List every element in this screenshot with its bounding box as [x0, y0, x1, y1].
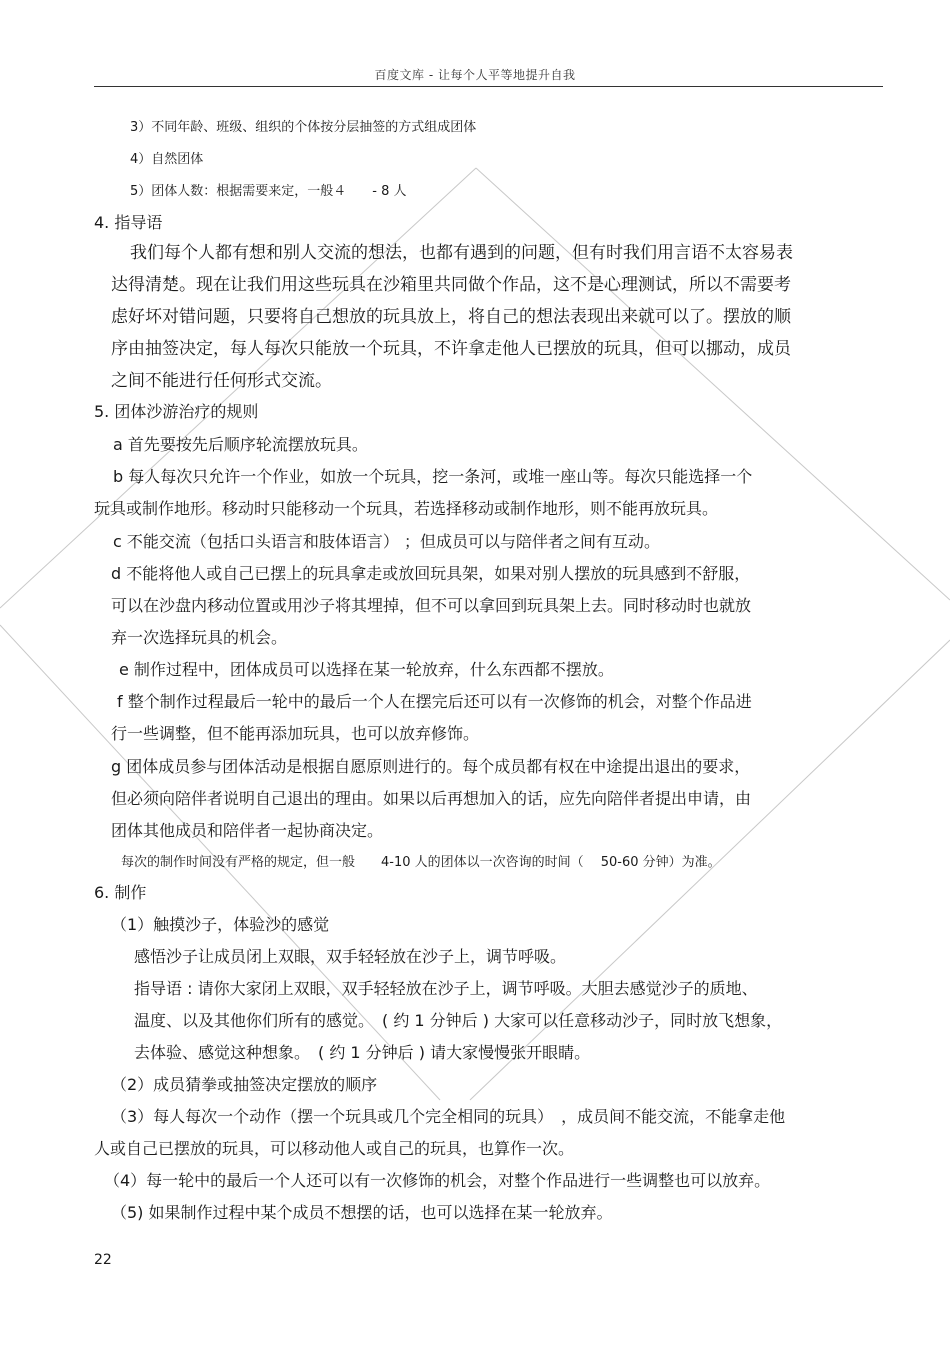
text-line: 玩具或制作地形。移动时只能移动一个玩具，若选择移动或制作地形，则不能再放玩具。 — [94, 499, 719, 518]
text-line: （1）触摸沙子，体验沙的感觉 — [111, 915, 330, 934]
text-line: e 制作过程中，团体成员可以选择在某一轮放弃，什么东西都不摆放。 — [119, 660, 614, 679]
text-line: 可以在沙盘内移动位置或用沙子将其埋掉，但不可以拿回到玩具架上去。同时移动时也就放 — [111, 596, 752, 615]
text-line: 弃一次选择玩具的机会。 — [111, 628, 288, 647]
text-line: 每次的制作时间没有严格的规定，但一般 4-10 人的团体以一次咨询的时间（ 50-60 分钟）为准。 — [121, 855, 721, 870]
section-heading: 5. 团体沙游治疗的规则 — [94, 402, 259, 421]
page-header: 百度文库 - 让每个人平等地提升自我 — [374, 68, 576, 82]
text-line: c 不能交流（包括口头语言和肢体语言） ；但成员可以与陪伴者之间有互动。 — [113, 532, 660, 551]
text-line: （5) 如果制作过程中某个成员不想摆的话，也可以选择在某一轮放弃。 — [111, 1203, 613, 1222]
text-line: 我们每个人都有想和别人交流的想法，也都有遇到的问题，但有时我们用言语不太容易表 — [130, 243, 793, 263]
text-line: 虑好坏对错问题，只要将自己想放的玩具放上，将自己的想法表现出来就可以了。摆放的顺 — [111, 307, 791, 327]
header-divider — [94, 86, 883, 87]
text-line: （3）每人每次一个动作（摆一个玩具或几个完全相同的玩具） ，成员间不能交流，不能拿走他 — [111, 1107, 786, 1126]
section-heading: 4. 指导语 — [94, 213, 163, 232]
text-line: 5）团体人数：根据需要来定，一般４ - 8 人 — [130, 184, 407, 199]
text-line: 但必须向陪伴者说明自己退出的理由。如果以后再想加入的话，应先向陪伴者提出申请，由 — [111, 789, 752, 808]
text-line: 3）不同年龄、班级、组织的个体按分层抽签的方式组成团体 — [130, 120, 477, 135]
text-line: 之间不能进行任何形式交流。 — [111, 371, 332, 391]
text-line: 序由抽签决定，每人每次只能放一个玩具，不许拿走他人已摆放的玩具，但可以挪动，成员 — [111, 339, 791, 359]
text-line: （4）每一轮中的最后一个人还可以有一次修饰的机会，对整个作品进行一些调整也可以放弃。 — [104, 1171, 771, 1190]
text-line: g 团体成员参与团体活动是根据自愿原则进行的。每个成员都有权在中途提出退出的要求， — [111, 757, 751, 776]
text-line: （2）成员猜拳或抽签决定摆放的顺序 — [111, 1075, 378, 1094]
text-line: d 不能将他人或自己已摆上的玩具拿走或放回玩具架，如果对别人摆放的玩具感到不舒服， — [111, 564, 751, 583]
text-line: 指导语 : 请你大家闭上双眼，双手轻轻放在沙子上，调节呼吸。大胆去感觉沙子的质地、 — [134, 979, 758, 998]
text-line: 团体其他成员和陪伴者一起协商决定。 — [111, 821, 384, 840]
text-line: 感悟沙子让成员闭上双眼，双手轻轻放在沙子上，调节呼吸。 — [134, 947, 567, 966]
page-number: 22 — [94, 1252, 112, 1268]
text-line: 行一些调整，但不能再添加玩具，也可以放弃修饰。 — [111, 724, 480, 743]
text-line: f 整个制作过程最后一轮中的最后一个人在摆完后还可以有一次修饰的机会，对整个作品进 — [117, 692, 752, 711]
text-line: 达得清楚。现在让我们用这些玩具在沙箱里共同做个作品，这不是心理测试，所以不需要考 — [111, 275, 791, 295]
text-line: b 每人每次只允许一个作业，如放一个玩具，挖一条河，或堆一座山等。每次只能选择一个 — [113, 467, 753, 486]
section-heading: 6. 制作 — [94, 883, 147, 902]
text-line: 去体验、感觉这种想象。 ( 约 1 分钟后 ) 请大家慢慢张开眼睛。 — [134, 1043, 591, 1062]
text-line: 人或自己已摆放的玩具，可以移动他人或自己的玩具，也算作一次。 — [94, 1139, 575, 1158]
text-line: 温度、以及其他你们所有的感觉。 ( 约 1 分钟后 ) 大家可以任意移动沙子，同时放飞想象， — [134, 1011, 783, 1030]
text-line: 4）自然团体 — [130, 152, 204, 167]
text-line: a 首先要按先后顺序轮流摆放玩具。 — [113, 435, 368, 454]
